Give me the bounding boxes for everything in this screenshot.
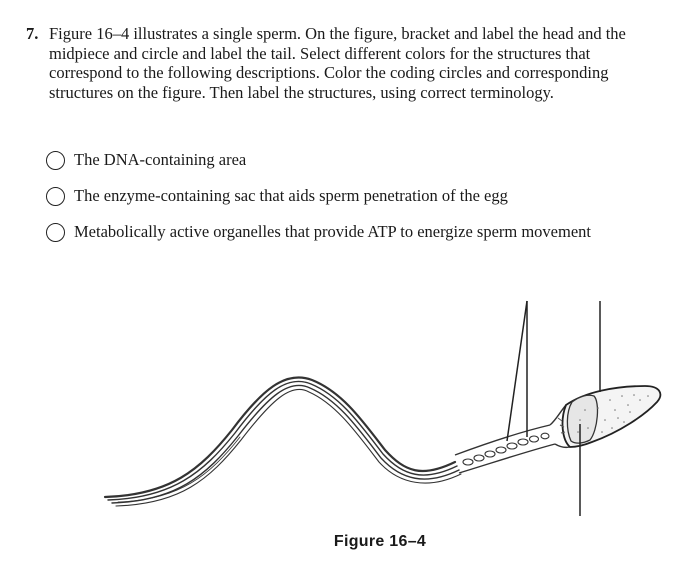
question-text: Figure 16–4 illustrates a single sperm. On the figure, bracket and label the head and the midpiece and circle and label the tail. Select different colors for the structures that correspond to the following descriptions. Color the coding circles and corresponding structures on the figure. Then label the structures, using correct terminology.: [49, 24, 626, 102]
option-label: The DNA-containing area: [74, 150, 247, 169]
sperm-head: [558, 386, 660, 447]
option-label: The enzyme-containing sac that aids sperm penetration of the egg: [74, 186, 508, 205]
leader-line-midpiece-1: [507, 301, 527, 441]
acrosome-region: [567, 395, 597, 443]
figure-caption: [0, 533, 700, 551]
question-number: 7.: [26, 24, 39, 43]
sperm-tail: [105, 377, 461, 506]
sperm-midpiece: [455, 405, 570, 473]
option-label: Metabolically active organelles that provide ATP to energize sperm movement: [74, 222, 592, 241]
caption-text: Figure 16–4: [333, 533, 427, 550]
